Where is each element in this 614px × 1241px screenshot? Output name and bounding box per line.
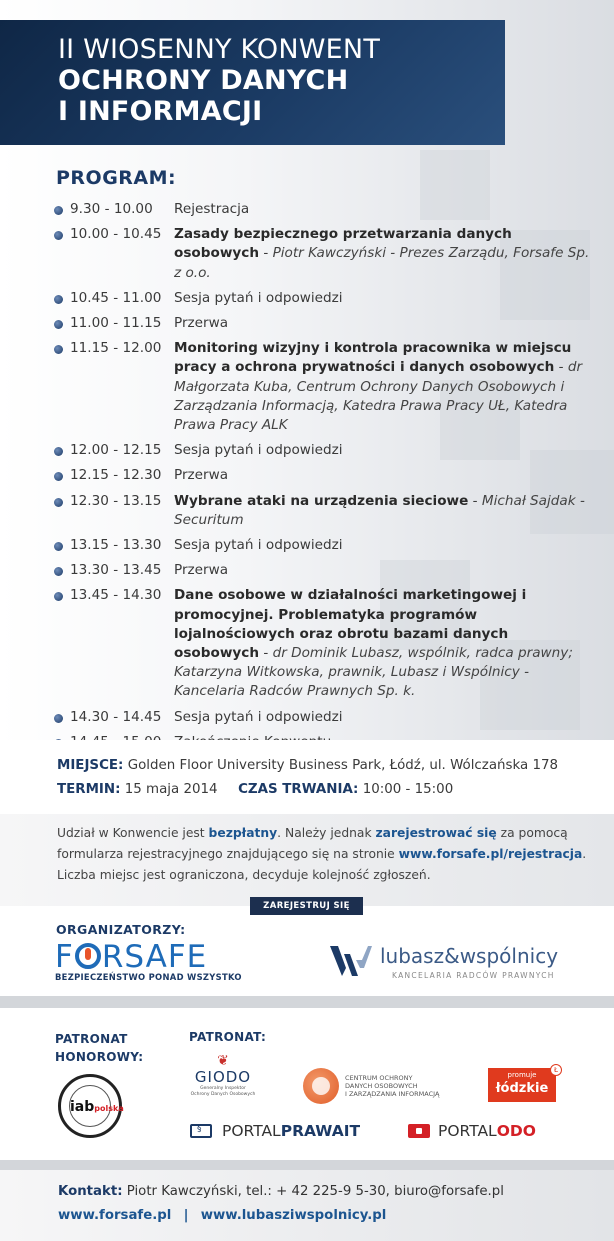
program-heading: PROGRAM: <box>56 167 177 189</box>
free-text: bezpłatny <box>208 826 278 840</box>
session-title: Wybrane ataki na urządzenia sieciowe <box>174 492 469 509</box>
patrons-section <box>0 1008 614 1160</box>
bullet-icon <box>54 231 63 240</box>
separator <box>0 996 614 1008</box>
centrum-circle-icon <box>303 1068 339 1104</box>
centrum-text: DANYCH OSOBOWYCH <box>345 1082 418 1090</box>
date-label: TERMIN: <box>57 782 121 797</box>
banner-line-1: II WIOSENNY KONWENT <box>58 34 381 65</box>
bullet-icon <box>54 345 63 354</box>
forsafe-letters: RSAFE <box>101 939 208 975</box>
contact-section <box>0 1170 614 1241</box>
iab-pl-text: polska <box>94 1104 124 1113</box>
lubasz-link[interactable]: www.lubasziwspolnicy.pl <box>200 1208 387 1223</box>
schedule-item <box>52 586 597 701</box>
session-speakers: dr Małgorzata Kuba, Centrum Ochrony Danych Osobowych i Zarządzania Informacją, Katedra Prawa Pracy UŁ, Katedra Prawa Pracy ALK <box>174 359 583 434</box>
register-button[interactable]: ZAREJESTRUJ SIĘ <box>250 897 363 915</box>
schedule-content: Dane osobowe w działalności marketingowej i promocyjnej. Problematyka programów lojalnościowych oraz obrotu bazami danych osobowych - dr Dominik Lubasz, wspólnik, radca prawny; Katarzyna Witkowska, prawnik, Lubasz i Wspólnicy - Kancelaria Radców Prawnych Sp. k. <box>174 587 573 700</box>
session-title: Sesja pytań i odpowiedzi <box>174 708 343 725</box>
schedule-list <box>52 200 597 758</box>
reg-limit-text: Liczba miejsc jest ograniczona, decyduje kolejność zgłoszeń. <box>57 868 431 882</box>
iab-polska-logo[interactable] <box>58 1074 122 1138</box>
bullet-icon <box>54 498 63 507</box>
patron-label: PATRONAT: <box>189 1030 267 1044</box>
schedule-content <box>174 441 594 460</box>
schedule-item <box>52 708 597 727</box>
portal-brand: PRAWAIT <box>280 1122 361 1140</box>
giodo-subtitle: Generalny Inspektor Ochrony Danych Osobowych <box>190 1086 256 1097</box>
bullet-icon <box>54 472 63 481</box>
reg-text: formularza rejestracyjnego znajdującego się na stronie <box>57 847 399 861</box>
session-speakers: Piotr Kawczyński - Prezes Zarządu, Forsafe Sp. z o.o. <box>174 245 590 281</box>
forsafe-tagline: BEZPIECZEŃSTWO PONAD WSZYSTKO <box>55 972 242 982</box>
bullet-icon <box>54 592 63 601</box>
schedule-content <box>174 708 594 727</box>
link-separator: | <box>183 1208 189 1223</box>
session-title: Przerwa <box>174 467 229 484</box>
forsafe-logo[interactable] <box>55 940 242 982</box>
session-title: Przerwa <box>174 562 229 579</box>
bullet-icon <box>54 206 63 215</box>
organizers-label: ORGANIZATORZY: <box>56 922 186 937</box>
place-label: MIEJSCE: <box>57 758 124 773</box>
bullet-icon <box>54 714 63 723</box>
portalprawait-logo[interactable] <box>190 1122 360 1140</box>
bullet-icon <box>54 542 63 551</box>
schedule-content: Monitoring wizyjny i kontrola pracownika w miejscu pracy a ochrona prywatności i danych osobowych - dr Małgorzata Kuba, Centrum Ochrony Danych Osobowych i Zarządzania Informacją, Katedra Prawa Pracy UŁ, Katedra Prawa Pracy ALK <box>174 340 583 434</box>
lubasz-w-icon <box>330 946 372 976</box>
reg-text: . <box>582 847 587 861</box>
honorary-patron-label <box>55 1030 143 1066</box>
portal-text: PORTAL <box>438 1122 497 1140</box>
schedule-item <box>52 561 597 580</box>
bullet-icon <box>54 320 63 329</box>
schedule-content <box>174 536 594 555</box>
schedule-time: 11.00 - 11.15 <box>70 315 162 332</box>
schedule-time: 13.15 - 13.30 <box>70 537 162 554</box>
schedule-time: 13.45 - 14.30 <box>70 587 162 604</box>
lodz-top: promuje <box>507 1071 537 1079</box>
iab-text: iab <box>70 1099 95 1115</box>
portalodo-logo[interactable] <box>408 1122 536 1140</box>
place-value: Golden Floor University Business Park, Łódź, ul. Wólczańska 178 <box>127 758 559 773</box>
session-speakers: dr Dominik Lubasz, wspólnik, radca prawny; Katarzyna Witkowska, prawnik, Lubasz i Wspólnicy - Kancelaria Radców Prawnych Sp. k. <box>174 645 573 700</box>
contact-label: Kontakt: <box>58 1184 123 1199</box>
promuje-lodzkie-logo[interactable] <box>488 1068 556 1102</box>
schedule-content: Zasady bezpiecznego przetwarzania danych osobowych - Piotr Kawczyński - Prezes Zarządu, Forsafe Sp. z o.o. <box>174 226 590 281</box>
schedule-item <box>52 466 597 485</box>
schedule-item <box>52 441 597 460</box>
banner-line-2: OCHRONY DANYCH <box>58 65 349 96</box>
bullet-icon <box>54 567 63 576</box>
honorary-label-line: PATRONAT <box>55 1032 128 1046</box>
forsafe-letter: F <box>55 939 74 975</box>
schedule-time: 11.15 - 12.00 <box>70 340 162 357</box>
schedule-content <box>174 200 594 219</box>
session-title: Rejestracja <box>174 201 250 217</box>
giodo-emblem-icon: ❦ <box>217 1053 229 1069</box>
schedule-time: 13.30 - 13.45 <box>70 562 162 579</box>
duration-value: 10:00 - 15:00 <box>362 782 454 797</box>
lodz-main: łódzkie <box>495 1081 549 1096</box>
schedule-item <box>52 314 597 333</box>
session-title: Zasady bezpiecznego przetwarzania danych osobowych <box>174 226 512 262</box>
lubasz-subtitle: KANCELARIA RADCÓW PRAWNYCH <box>392 971 555 980</box>
giodo-name: GIODO <box>194 1068 252 1086</box>
lubasz-name: lubasz&wspólnicy <box>380 944 559 968</box>
bullet-icon <box>54 447 63 456</box>
schedule-content <box>174 314 594 333</box>
date-value: 15 maja 2014 <box>124 782 218 797</box>
portal-text: PORTAL <box>222 1122 281 1140</box>
reg-text: za pomocą <box>496 826 568 840</box>
title-banner <box>0 20 505 145</box>
registration-note <box>0 814 614 906</box>
schedule-time: 10.00 - 10.45 <box>70 226 162 243</box>
session-title: Przerwa <box>174 315 229 332</box>
lock-icon <box>408 1124 430 1138</box>
schedule-time: 12.15 - 12.30 <box>70 467 162 484</box>
schedule-content <box>174 466 594 485</box>
schedule-content <box>174 561 594 580</box>
schedule-item <box>52 200 597 219</box>
session-title: Dane osobowe w działalności marketingowej i promocyjnej. Problematyka programów lojalnościowych oraz obrotu bazami danych osobowych <box>174 587 527 662</box>
schedule-item <box>52 289 597 308</box>
organizers-section <box>0 906 614 996</box>
bullet-icon <box>54 295 63 304</box>
schedule-item <box>52 492 597 530</box>
session-title: Sesja pytań i odpowiedzi <box>174 442 343 459</box>
centrum-text: CENTRUM OCHRONY <box>345 1074 413 1082</box>
giodo-logo[interactable] <box>190 1054 256 1098</box>
schedule-content: Wybrane ataki na urządzenia sieciowe - Michał Sajdak - Securitum <box>174 492 585 528</box>
schedule-item <box>52 536 597 555</box>
session-title: Sesja pytań i odpowiedzi <box>174 289 343 306</box>
contact-value: Piotr Kawczyński, tel.: + 42 225-9 5-30, biuro@forsafe.pl <box>126 1184 504 1199</box>
duration-label: CZAS TRWANIA: <box>238 782 359 797</box>
register-link[interactable]: zarejestrować się <box>375 826 497 840</box>
banner-line-3: I INFORMACJI <box>58 96 263 127</box>
schedule-time: 12.30 - 13.15 <box>70 492 162 509</box>
centrum-text: I ZARZĄDZANIA INFORMACJĄ <box>345 1090 440 1098</box>
schedule-time: 14.30 - 14.45 <box>70 708 162 725</box>
honorary-label-line: HONOROWY: <box>55 1050 144 1064</box>
session-title: Monitoring wizyjny i kontrola pracownika w miejscu pracy a ochrona prywatności i danych osobowych <box>174 340 572 376</box>
schedule-item <box>52 225 597 283</box>
portal-brand: ODO <box>496 1122 536 1140</box>
schedule-time: 9.30 - 10.00 <box>70 201 153 217</box>
schedule-item <box>52 339 597 435</box>
laptop-paragraph-icon <box>190 1124 212 1138</box>
event-info <box>0 740 614 814</box>
schedule-content <box>174 289 594 308</box>
reg-text: Udział w Konwencie jest <box>57 826 209 840</box>
forsafe-link[interactable]: www.forsafe.pl <box>58 1208 172 1223</box>
lodz-badge-icon: Ł <box>550 1064 562 1076</box>
registration-url-link[interactable]: www.forsafe.pl/rejestracja <box>398 847 583 861</box>
schedule-time: 12.00 - 12.15 <box>70 442 162 459</box>
schedule-time: 10.45 - 11.00 <box>70 289 162 306</box>
forsafe-o-icon <box>75 943 101 969</box>
session-title: Sesja pytań i odpowiedzi <box>174 537 343 554</box>
separator <box>0 1160 614 1170</box>
reg-text: . Należy jednak <box>277 826 376 840</box>
session-speakers: Michał Sajdak - Securitum <box>174 492 585 528</box>
